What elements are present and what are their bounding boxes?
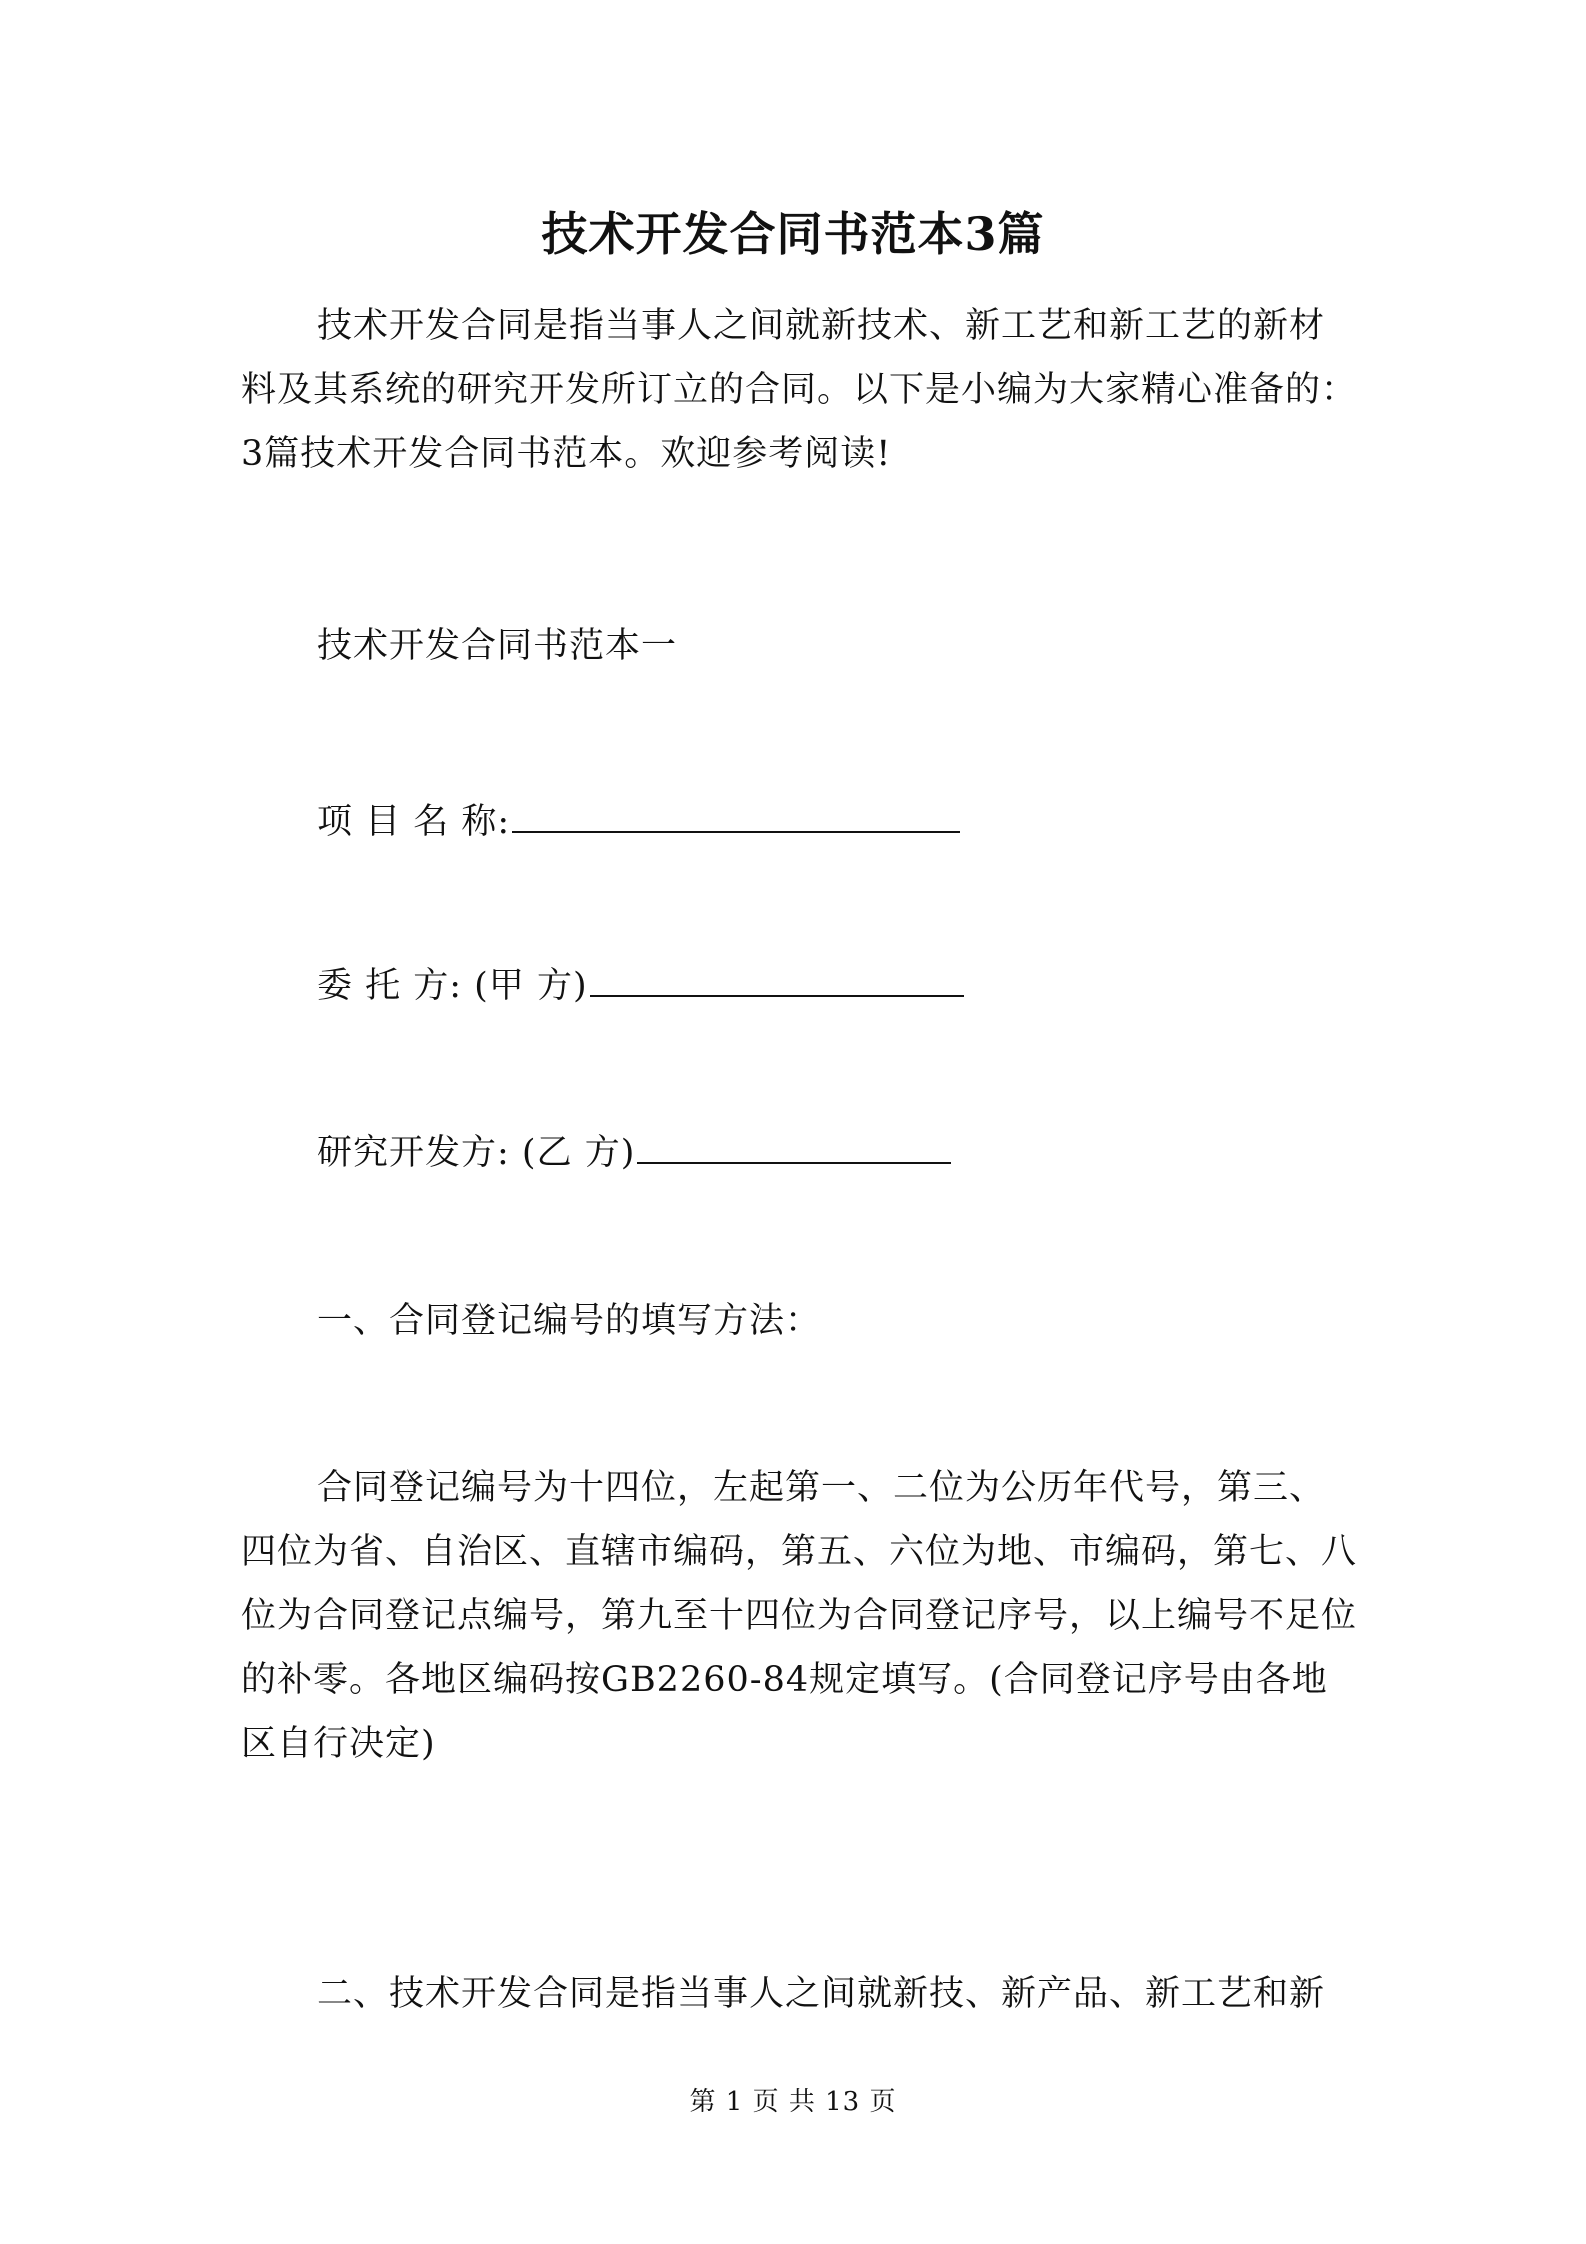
intro-paragraph: 技术开发合同是指当事人之间就新技术、新工艺和新工艺的新材料及其系统的研究开发所订立的合同。以下是小编为大家精心准备的：3篇技术开发合同书范本。欢迎参考阅读!: [241, 306, 1358, 474]
section-heading: 技术开发合同书范本一: [317, 626, 678, 666]
client-label: 委 托 方: (甲 方): [317, 966, 588, 1006]
registration-number-paragraph: 合同登记编号为十四位，左起第一、二位为公历年代号，第三、四位为省、自治区、直辖市编码，第五、六位为地、市编码，第七、八位为合同登记点编号，第九至十四位为合同登记序号，以上编号不足位的补零。各地区编码按GB2260-84规定填写。(合同登记序号由各地区自行决定): [241, 1468, 1358, 1764]
document-title: 技术开发合同书范本3篇: [541, 207, 1045, 261]
page-footer: 第 1 页 共 13 页: [689, 2087, 897, 2117]
project-name-blank-line: [512, 797, 960, 833]
contract-definition-paragraph: 二、技术开发合同是指当事人之间就新技、新产品、新工艺和新: [317, 1974, 1326, 2014]
developer-blank-line: [637, 1128, 951, 1164]
client-field: [317, 954, 964, 1018]
project-name-label: 项 目 名 称:: [317, 802, 511, 842]
client-blank-line: [590, 961, 964, 997]
developer-field: [317, 1121, 951, 1185]
project-name-field: [317, 790, 960, 854]
heading-registration-number: 一、合同登记编号的填写方法：: [317, 1301, 822, 1341]
developer-label: 研究开发方: (乙 方): [317, 1133, 636, 1173]
